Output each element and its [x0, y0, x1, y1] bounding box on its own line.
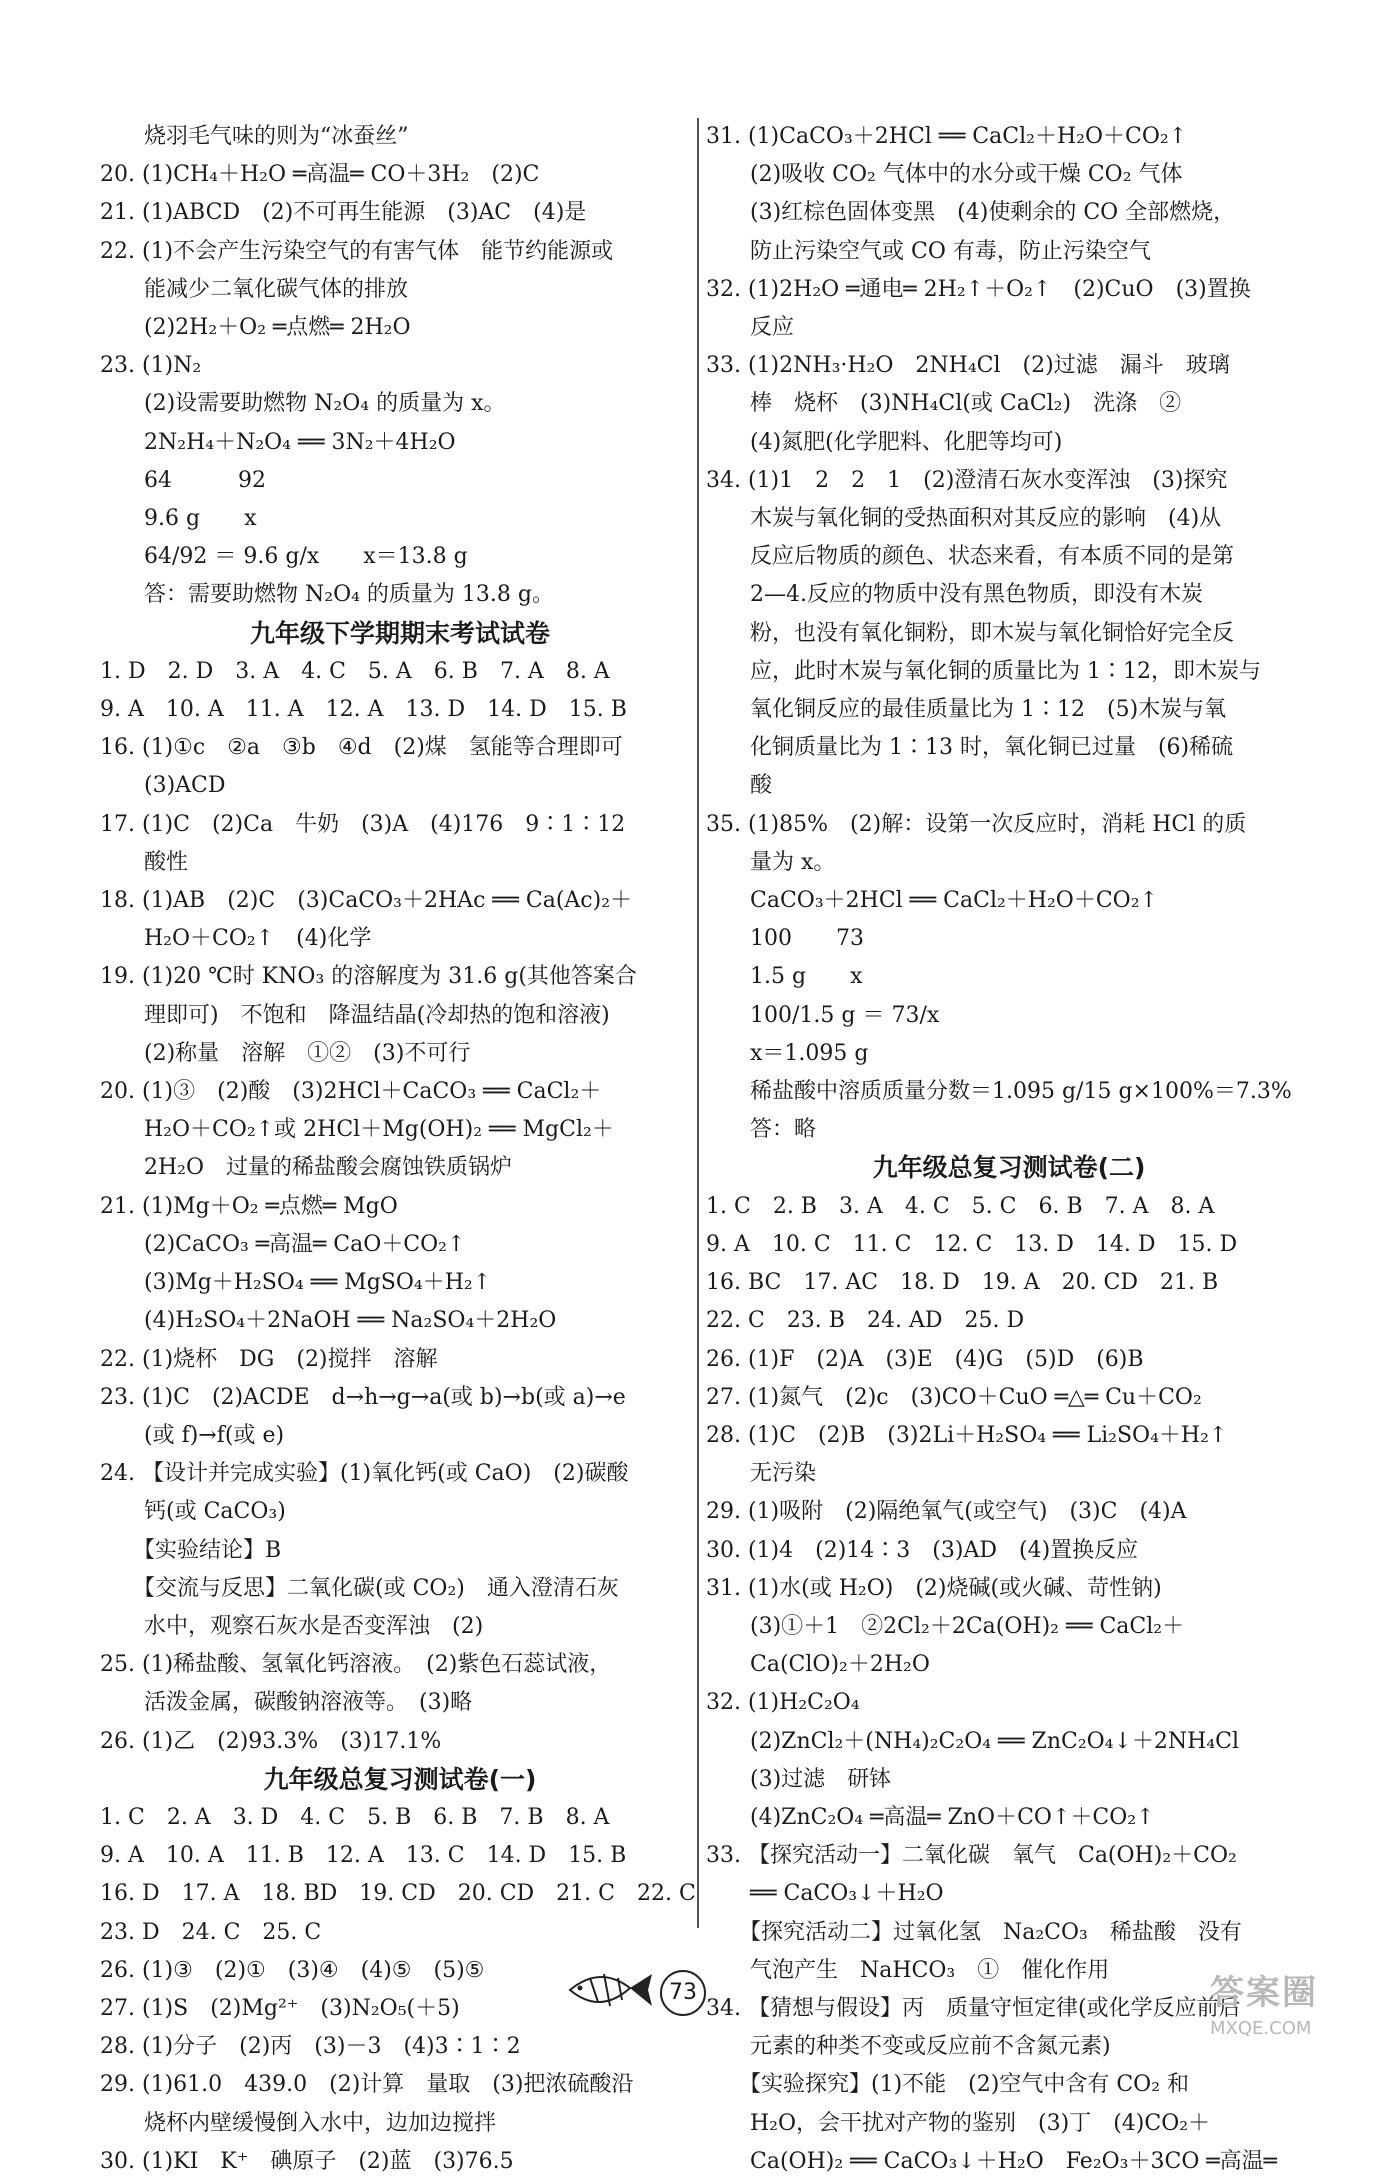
- answer-line: (3)①＋1 ②2Cl₂＋2Ca(OH)₂ ══ CaCl₂＋: [706, 1613, 1185, 1639]
- answer-line: 20. (1)CH₄＋H₂O ═高温═ CO＋3H₂ (2)C: [100, 162, 540, 188]
- answer-line: (4)ZnC₂O₄ ═高温═ ZnO＋CO↑＋CO₂↑: [706, 1804, 1155, 1830]
- answer-line: 答：略: [706, 1117, 817, 1143]
- answer-line: 23. (1)N₂: [100, 353, 202, 379]
- answer-line: 33. (1)2NH₃·H₂O 2NH₄Cl (2)过滤 漏斗 玻璃: [706, 353, 1230, 379]
- answer-line: 反应后物质的颜色、状态来看，有本质不同的是第: [706, 544, 1235, 570]
- answer-line: 33. 【探究活动一】二氧化碳 氧气 Ca(OH)₂＋CO₂: [706, 1843, 1237, 1869]
- answer-line: Ca(OH)₂ ══ CaCO₃↓＋H₂O Fe₂O₃＋3CO ═高温═: [706, 2148, 1277, 2174]
- watermark-url: MXQE.COM: [1210, 2018, 1312, 2039]
- page-number: 73: [660, 1970, 706, 2016]
- answer-line: H₂O＋CO₂↑ (4)化学: [100, 926, 372, 952]
- answer-line: 21. (1)ABCD (2)不可再生能源 (3)AC (4)是: [100, 200, 587, 226]
- answer-line: 34. (1)1 2 2 1 (2)澄清石灰水变浑浊 (3)探究: [706, 467, 1228, 493]
- answer-line: 26. (1)乙 (2)93.3% (3)17.1%: [100, 1728, 442, 1754]
- answer-line: (2)CaCO₃ ═高温═ CaO＋CO₂↑: [100, 1231, 466, 1257]
- answer-line: 16. D 17. A 18. BD 19. CD 20. CD 21. C 22. C: [100, 1881, 696, 1907]
- answer-line: 31. (1)水(或 H₂O) (2)烧碱(或火碱、苛性钠): [706, 1575, 1162, 1601]
- answer-line: (3)红棕色固体变黑 (4)使剩余的 CO 全部燃烧，: [706, 200, 1236, 226]
- answer-line: 29. (1)吸附 (2)隔绝氧气(或空气) (3)C (4)A: [706, 1499, 1187, 1525]
- answer-line: 32. (1)2H₂O ═通电═ 2H₂↑＋O₂↑ (2)CuO (3)置换: [706, 276, 1251, 302]
- answer-line: 1. C 2. B 3. A 4. C 5. C 6. B 7. A 8. A: [706, 1193, 1215, 1219]
- answer-line: 氧化铜反应的最佳质量比为 1∶12 (5)木炭与氧: [706, 697, 1227, 723]
- answer-line: 35. (1)85% (2)解：设第一次反应时，消耗 HCl 的质: [706, 811, 1247, 837]
- answer-line: 酸: [706, 773, 773, 799]
- answer-line: 理即可) 不饱和 降温结晶(冷却热的饱和溶液): [100, 1002, 610, 1028]
- answer-line: 9. A 10. A 11. B 12. A 13. C 14. D 15. B: [100, 1843, 627, 1869]
- answer-line: 64 92: [100, 467, 266, 493]
- answer-line: (4)氮肥(化学肥料、化肥等均可): [706, 429, 1063, 455]
- answer-line: 30. (1)4 (2)14∶3 (3)AD (4)置换反应: [706, 1537, 1139, 1563]
- answer-line: 34. 【猜想与假设】丙 质量守恒定律(或化学反应前后: [706, 1995, 1241, 2021]
- answer-line: (2)设需要助燃物 N₂O₄ 的质量为 x。: [100, 391, 506, 417]
- answer-line: x＝1.095 g: [706, 1040, 869, 1066]
- answer-line: 18. (1)AB (2)C (3)CaCO₃＋2HAc ══ Ca(Ac)₂＋: [100, 888, 633, 914]
- answer-line: 1. C 2. A 3. D 4. C 5. B 6. B 7. B 8. A: [100, 1804, 610, 1830]
- answer-line: 64/92 ＝ 9.6 g/x x＝13.8 g: [100, 544, 468, 570]
- section-title: 九年级下学期期末考试试卷: [249, 618, 550, 648]
- answer-line: 应，此时木炭与氧化铜的质量比为 1∶12，即木炭与: [706, 658, 1261, 684]
- answer-line: H₂O，会干扰对产物的鉴别 (3)丁 (4)CO₂＋: [706, 2110, 1211, 2136]
- answer-line: 量为 x。: [706, 849, 836, 875]
- answer-line: 反应: [706, 315, 795, 341]
- answer-line: 木炭与氧化铜的受热面积对其反应的影响 (4)从: [706, 506, 1222, 532]
- column-divider: [697, 118, 699, 1928]
- answer-line: 23. D 24. C 25. C: [100, 1919, 322, 1945]
- answer-line: 29. (1)61.0 439.0 (2)计算 量取 (3)把浓硫酸沿: [100, 2072, 634, 2098]
- answer-line: 32. (1)H₂C₂O₄: [706, 1690, 860, 1716]
- answer-line: CaCO₃＋2HCl ══ CaCl₂＋H₂O＋CO₂↑: [706, 888, 1158, 914]
- answer-line: 1.5 g x: [706, 964, 863, 990]
- answer-line: 【交流与反思】二氧化碳(或 CO₂) 通入澄清石灰: [100, 1575, 619, 1601]
- left-column: [100, 118, 700, 2181]
- answer-line: 【探究活动二】过氧化氢 Na₂CO₃ 稀盐酸 没有: [706, 1919, 1242, 1945]
- fish-logo-icon: [560, 1960, 660, 2020]
- answer-line: 16. BC 17. AC 18. D 19. A 20. CD 21. B: [706, 1270, 1219, 1296]
- answer-line: 9. A 10. A 11. A 12. A 13. D 14. D 15. B: [100, 697, 627, 723]
- answer-line: 28. (1)分子 (2)丙 (3)－3 (4)3∶1∶2: [100, 2034, 521, 2060]
- answer-line: 化铜质量比为 1∶13 时，氧化铜已过量 (6)稀硫: [706, 735, 1234, 761]
- answer-line: (或 f)→f(或 e): [100, 1422, 285, 1448]
- watermark-logo: 答案圈: [1210, 1973, 1318, 2013]
- answer-line: 2H₂O 过量的稀盐酸会腐蚀铁质锅炉: [100, 1155, 513, 1181]
- answer-line: 24. 【设计并完成实验】(1)氧化钙(或 CaO) (2)碳酸: [100, 1461, 629, 1487]
- answer-line: 17. (1)C (2)Ca 牛奶 (3)A (4)176 9∶1∶12: [100, 811, 626, 837]
- answer-line: 气泡产生 NaHCO₃ ① 催化作用: [706, 1957, 1110, 1983]
- answer-line: 钙(或 CaCO₃): [100, 1499, 286, 1525]
- answer-line: 水中，观察石灰水是否变浑浊 (2): [100, 1613, 484, 1639]
- answer-line: 22. (1)烧杯 DG (2)搅拌 溶解: [100, 1346, 438, 1372]
- answer-line: (2)吸收 CO₂ 气体中的水分或干燥 CO₂ 气体: [706, 162, 1183, 188]
- answer-line: 烧羽毛气味的则为“冰蚕丝”: [100, 124, 409, 149]
- right-column: [706, 118, 1312, 2181]
- answer-line: ══ CaCO₃↓＋H₂O: [706, 1881, 944, 1907]
- answer-line: 28. (1)C (2)B (3)2Li＋H₂SO₄ ══ Li₂SO₄＋H₂↑: [706, 1422, 1228, 1448]
- answer-line: 2N₂H₄＋N₂O₄ ══ 3N₂＋4H₂O: [100, 429, 456, 455]
- answer-line: (2)称量 溶解 ①② (3)不可行: [100, 1040, 471, 1066]
- answer-line: 25. (1)稀盐酸、氢氧化钙溶液。 (2)紫色石蕊试液，: [100, 1652, 612, 1678]
- answer-line: 【实验探究】(1)不能 (2)空气中含有 CO₂ 和: [706, 2072, 1190, 2098]
- answer-line: 31. (1)CaCO₃＋2HCl ══ CaCl₂＋H₂O＋CO₂↑: [706, 124, 1188, 149]
- answer-line: 【实验结论】B: [100, 1537, 282, 1563]
- answer-line: 9.6 g x: [100, 506, 257, 532]
- answer-line: 27. (1)S (2)Mg²⁺ (3)N₂O₅(＋5): [100, 1995, 460, 2021]
- answer-line: (3)ACD: [100, 773, 226, 799]
- answer-line: 27. (1)氮气 (2)c (3)CO＋CuO ═△═ Cu＋CO₂: [706, 1384, 1202, 1410]
- answer-line: 100 73: [706, 926, 864, 952]
- answer-line: 1. D 2. D 3. A 4. C 5. A 6. B 7. A 8. A: [100, 658, 610, 684]
- answer-line: 粉，也没有氧化铜粉，即木炭与氧化铜恰好完全反: [706, 620, 1235, 646]
- answer-line: 26. (1)F (2)A (3)E (4)G (5)D (6)B: [706, 1346, 1144, 1372]
- answer-line: (3)过滤 研钵: [706, 1766, 892, 1792]
- answer-line: 活泼金属，碳酸钠溶液等。 (3)略: [100, 1690, 473, 1716]
- answer-line: 稀盐酸中溶质质量分数＝1.095 g/15 g×100%＝7.3%: [706, 1079, 1292, 1105]
- answer-line: 100/1.5 g ＝ 73/x: [706, 1002, 940, 1028]
- answer-line: 答：需要助燃物 N₂O₄ 的质量为 13.8 g。: [100, 582, 554, 608]
- answer-line: 能减少二氧化碳气体的排放: [100, 276, 409, 302]
- answer-line: (3)Mg＋H₂SO₄ ══ MgSO₄＋H₂↑: [100, 1270, 492, 1296]
- answer-line: (4)H₂SO₄＋2NaOH ══ Na₂SO₄＋2H₂O: [100, 1308, 557, 1334]
- answer-line: 烧杯内壁缓慢倒入水中，边加边搅拌: [100, 2110, 497, 2136]
- answer-line: 22. C 23. B 24. AD 25. D: [706, 1308, 1025, 1334]
- answer-line: 20. (1)③ (2)酸 (3)2HCl＋CaCO₃ ══ CaCl₂＋: [100, 1079, 602, 1105]
- answer-line: 无污染: [706, 1461, 817, 1487]
- answer-line: 22. (1)不会产生污染空气的有害气体 能节约能源或: [100, 238, 614, 264]
- answer-line: 2—4.反应的物质中没有黑色物质，即没有木炭: [706, 582, 1203, 608]
- answer-line: 棒 烧杯 (3)NH₄Cl(或 CaCl₂) 洗涤 ②: [706, 391, 1182, 417]
- answer-line: Ca(ClO)₂＋2H₂O: [706, 1652, 930, 1678]
- answer-line: 21. (1)Mg＋O₂ ═点燃═ MgO: [100, 1193, 398, 1219]
- section-title: 九年级总复习测试卷(一): [263, 1764, 537, 1794]
- answer-line: 26. (1)③ (2)① (3)④ (4)⑤ (5)⑤: [100, 1957, 485, 1983]
- page-footer: [560, 1960, 710, 2020]
- answer-line: (2)2H₂＋O₂ ═点燃═ 2H₂O: [100, 315, 411, 341]
- answer-line: (2)ZnCl₂＋(NH₄)₂C₂O₄ ══ ZnC₂O₄↓＋2NH₄Cl: [706, 1728, 1240, 1754]
- answer-line: 元素的种类不变或反应前不含氮元素): [706, 2034, 1111, 2060]
- watermark: [1210, 1965, 1380, 2045]
- answer-line: H₂O＋CO₂↑或 2HCl＋Mg(OH)₂ ══ MgCl₂＋: [100, 1117, 614, 1143]
- section-title: 九年级总复习测试卷(二): [872, 1153, 1146, 1183]
- answer-line: 防止污染空气或 CO 有毒，防止污染空气: [706, 238, 1151, 264]
- answer-line: 16. (1)①c ②a ③b ④d (2)煤 氢能等合理即可: [100, 735, 623, 761]
- answer-line: 9. A 10. C 11. C 12. C 13. D 14. D 15. D: [706, 1231, 1238, 1257]
- answer-line: 30. (1)KI K⁺ 碘原子 (2)蓝 (3)76.5: [100, 2148, 514, 2174]
- answer-line: 酸性: [100, 849, 189, 875]
- answer-line: 23. (1)C (2)ACDE d→h→g→a(或 b)→b(或 a)→e: [100, 1384, 626, 1410]
- answer-line: 19. (1)20 ℃时 KNO₃ 的溶解度为 31.6 g(其他答案合: [100, 964, 637, 990]
